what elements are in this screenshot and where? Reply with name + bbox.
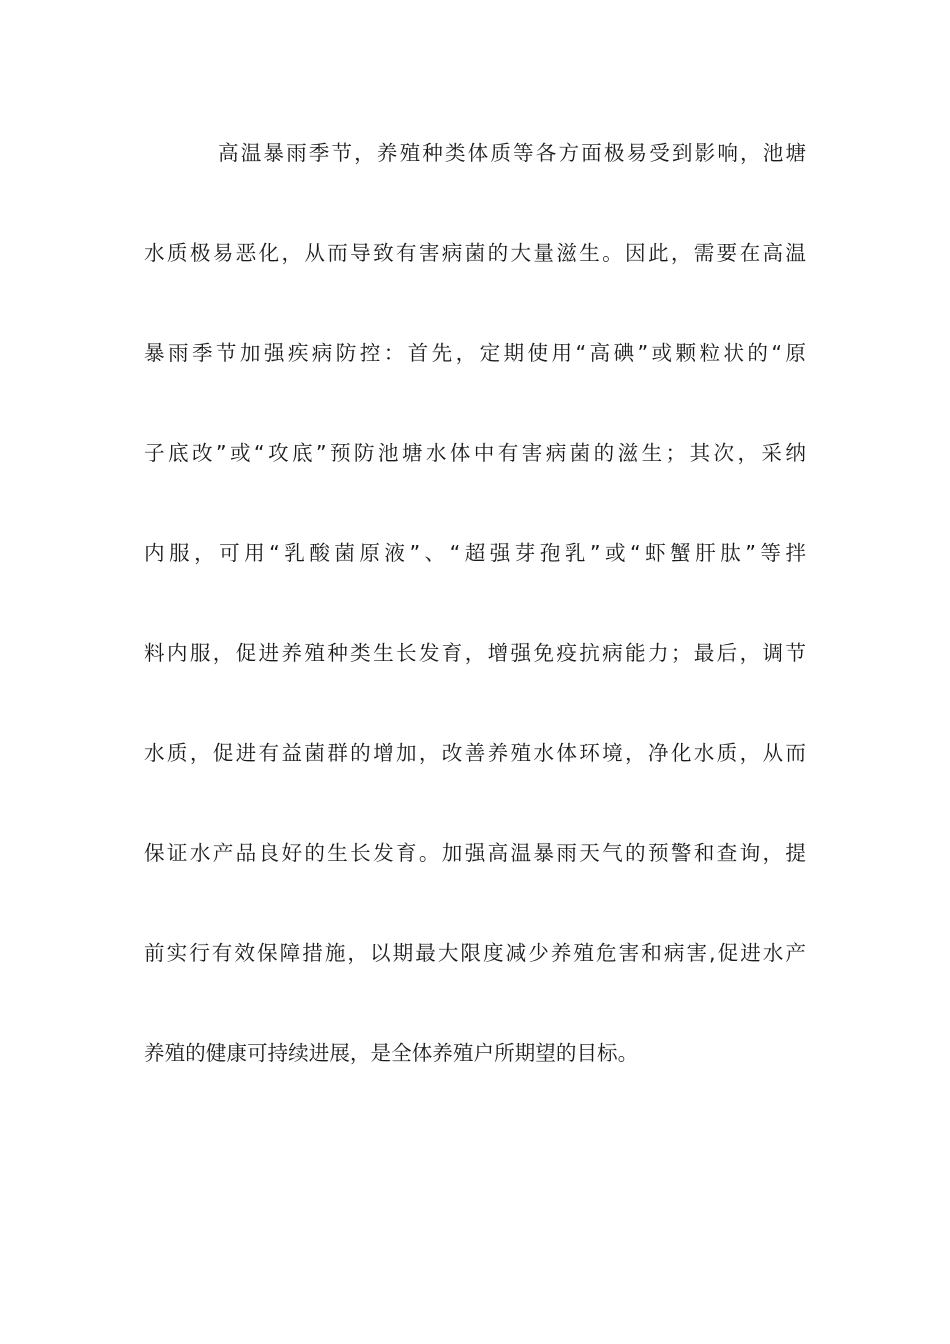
paragraph-line-6: 料内服，促进养殖种类生长发育，增强免疫抗病能力；最后，调节 — [144, 641, 806, 665]
paragraph-line-2: 水质极易恶化，从而导致有害病菌的大量滋生。因此，需要在高温 — [144, 241, 806, 265]
paragraph-line-1: 高温暴雨季节，养殖种类体质等各方面极易受到影响，池塘 — [218, 141, 806, 165]
paragraph-line-9: 前实行有效保障措施，以期最大限度减少养殖危害和病害,促进水产 — [144, 941, 806, 965]
paragraph-line-8: 保证水产品良好的生长发育。加强高温暴雨天气的预警和查询，提 — [144, 841, 806, 865]
paragraph-line-4: 子底改”或“攻底”预防池塘水体中有害病菌的滋生；其次，采纳 — [144, 441, 806, 465]
paragraph-line-7: 水质，促进有益菌群的增加，改善养殖水体环境，净化水质，从而 — [144, 741, 806, 765]
paragraph-line-5: 内服，可用“乳酸菌原液”、“超强芽孢乳”或“虾蟹肝肽”等拌 — [144, 541, 806, 565]
paragraph-line-10: 养殖的健康可持续进展，是全体养殖户所期望的目标。 — [144, 1041, 639, 1065]
body-paragraph — [144, 127, 806, 1127]
paragraph-line-3: 暴雨季节加强疾病防控：首先，定期使用“高碘”或颗粒状的“原 — [144, 341, 806, 365]
